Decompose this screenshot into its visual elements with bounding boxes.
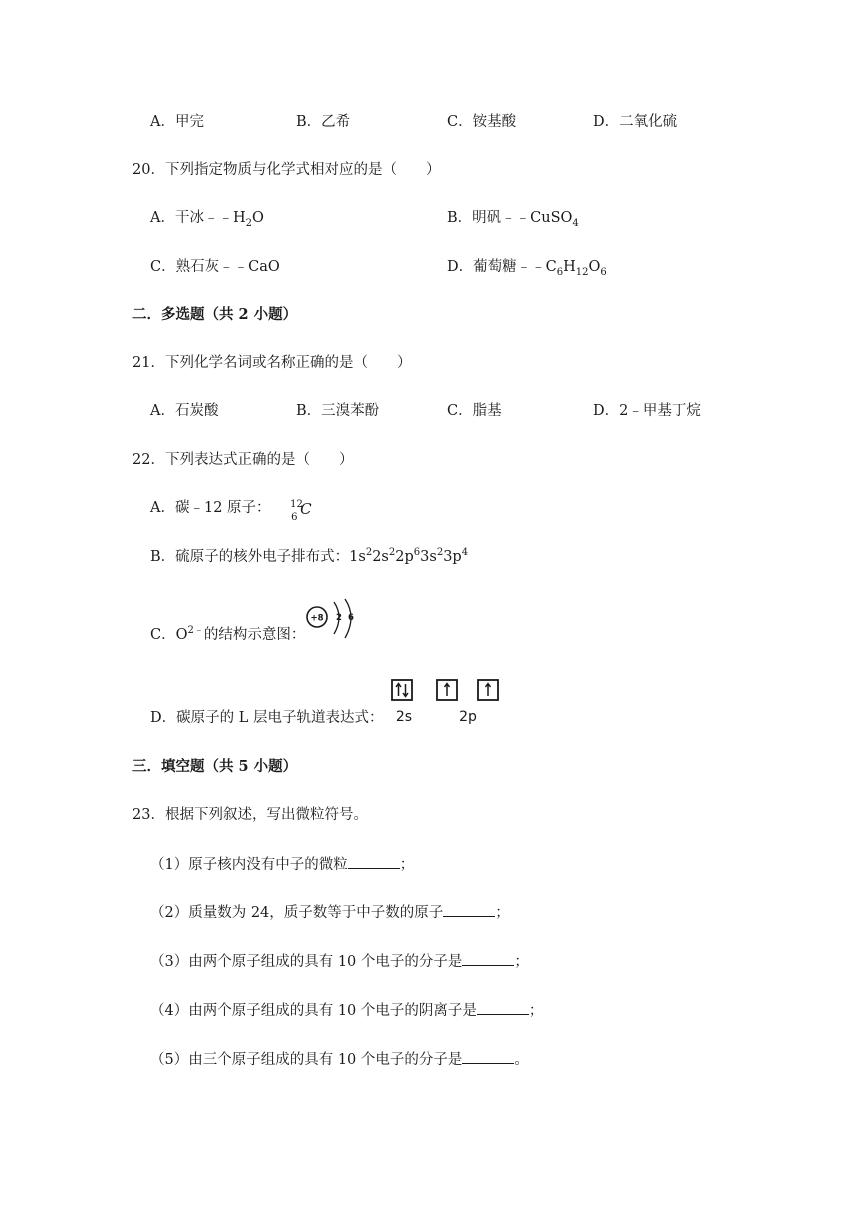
q22-stem: 22．下列表达式正确的是（ ） xyxy=(132,452,354,468)
q19-option-b: B．乙希 xyxy=(296,114,351,130)
q21-option-a: A．石炭酸 xyxy=(150,403,219,419)
oxygen-ion-structure-diagram xyxy=(304,598,368,644)
carbon-isotope-symbol: 12 6 C xyxy=(290,499,312,523)
shell-2-count: 6 xyxy=(348,613,354,623)
q19-option-d: D．二氧化硫 xyxy=(593,114,678,130)
shell-1-count: 2 xyxy=(336,613,342,623)
answer-blank[interactable] xyxy=(477,1000,529,1015)
nucleus-charge: +8 xyxy=(310,613,324,624)
q23-item-4: （4）由两个原子组成的具有 10 个电子的阴离子是 ； xyxy=(150,1000,543,1021)
answer-blank[interactable] xyxy=(348,854,400,869)
spin-up-arrow xyxy=(486,684,491,697)
q20-option-b: B．明矾﹣﹣CuSO$_4$ xyxy=(447,210,579,229)
section-2-title: 二．多选题（共 2 小题） xyxy=(132,306,298,323)
q23-item-5: （5）由三个原子组成的具有 10 个电子的分子是 。 xyxy=(150,1049,529,1070)
q22-option-a: A．碳﹣12 原子： 12 6 C xyxy=(150,499,312,523)
q23-item-3: （3）由两个原子组成的具有 10 个电子的分子是 ； xyxy=(150,951,529,972)
q21-stem: 21．下列化学名词或名称正确的是（ ） xyxy=(132,355,412,371)
orbital-diagram xyxy=(390,678,502,726)
q23-item-2: （2）质量数为 24，质子数等于中子数的原子 ； xyxy=(150,902,510,923)
spin-up-arrow xyxy=(445,684,450,697)
answer-blank[interactable] xyxy=(443,902,495,917)
q20-option-a: A．干冰$﹣﹣H_2O$ xyxy=(150,210,264,229)
q22-option-c: C．$O^{2﹣}$的结构示意图： xyxy=(150,625,306,643)
answer-blank[interactable] xyxy=(462,951,514,966)
q21-option-c: C．脂基 xyxy=(447,403,502,419)
q23-item-1: （1）原子核内没有中子的微粒 ； xyxy=(150,854,414,875)
spin-down-arrow xyxy=(403,684,408,697)
q21-option-b: B．三溴苯酚 xyxy=(296,403,380,419)
label-2p: 2p xyxy=(459,709,477,725)
spin-up-arrow xyxy=(396,684,401,697)
q22-option-d: D．碳原子的 L 层电子轨道表达式： xyxy=(150,710,384,726)
q20-option-c: C．熟石灰﹣﹣CaO xyxy=(150,259,280,275)
q19-option-c: C．铵基酸 xyxy=(447,114,517,130)
q19-option-a: A．甲完 xyxy=(150,114,204,130)
q20-stem: 20．下列指定物质与化学式相对应的是（ ） xyxy=(132,162,441,178)
orbital-box-2s xyxy=(392,680,412,700)
answer-blank[interactable] xyxy=(462,1049,514,1064)
q20-option-d: D．葡萄糖$﹣﹣C_6H_{12}O_6$ xyxy=(447,259,607,278)
section-3-title: 三．填空题（共 5 小题） xyxy=(132,758,298,775)
q22-option-b: B．硫原子的核外电子排布式：$1s^22s^22p^63s^23p^4$ xyxy=(150,547,469,565)
label-2s: 2s xyxy=(395,709,413,725)
q21-option-d: D．2﹣甲基丁烷 xyxy=(593,403,701,419)
q23-stem: 23．根据下列叙述，写出微粒符号。 xyxy=(132,807,368,823)
